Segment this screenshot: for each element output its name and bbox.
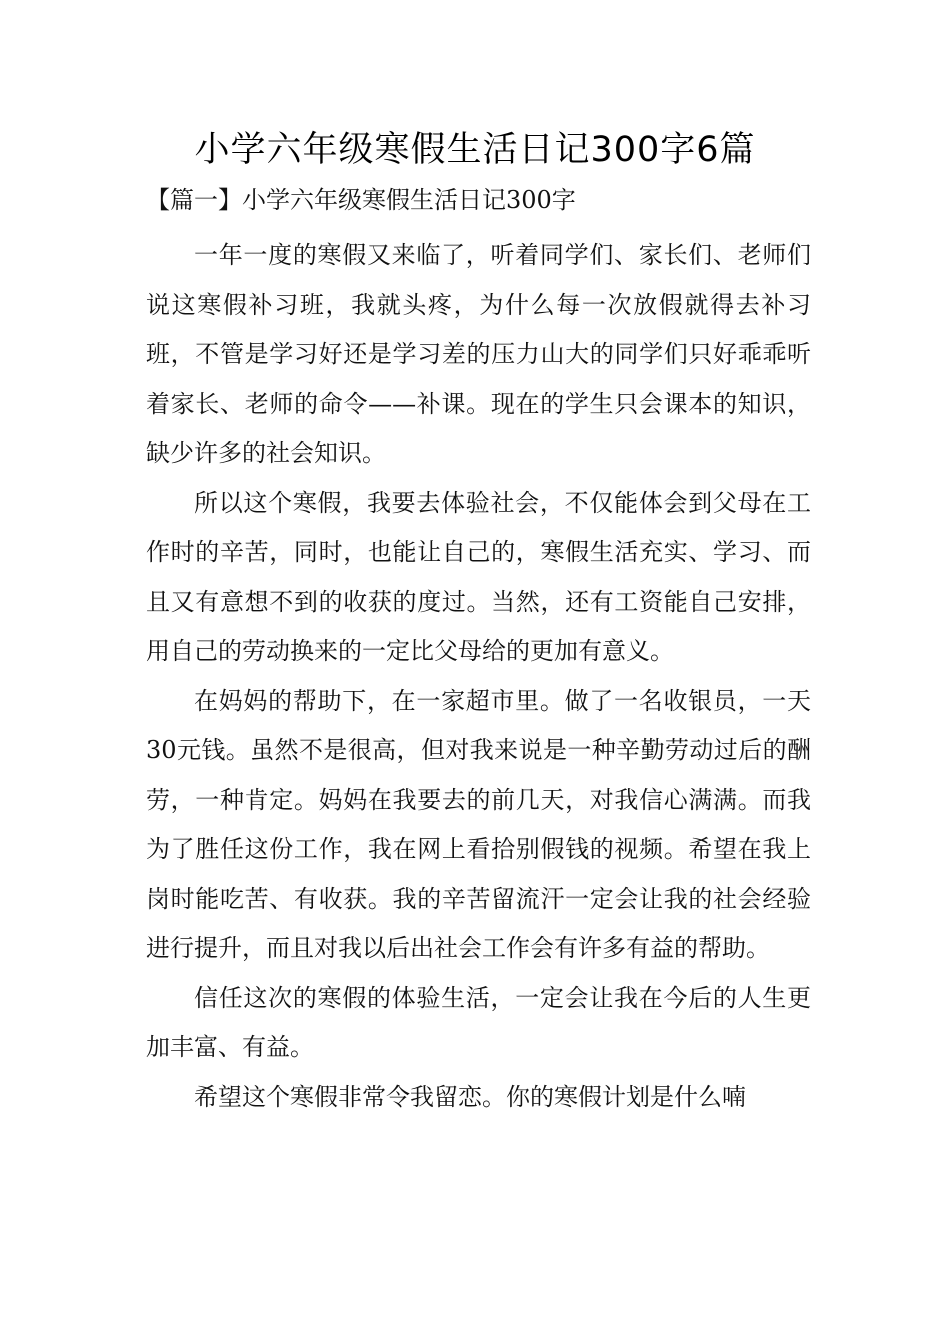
paragraph: 在妈妈的帮助下，在一家超市里。做了一名收银员，一天30元钱。虽然不是很高，但对我来说是一种辛勤劳动过后的酬劳，一种肯定。妈妈在我要去的前几天，对我信心满满。而我为了胜任这份工作，我在网上看拾别假钱的视频。希望在我上岗时能吃苦、有收获。我的辛苦留流汗一定会让我的社会经验进行提升，而且对我以后出社会工作会有许多有益的帮助。 [146, 686, 811, 962]
section-heading: 【篇一】小学六年级寒假生活日记300字 [146, 186, 576, 214]
paragraph: 所以这个寒假，我要去体验社会，不仅能体会到父母在工作时的辛苦，同时，也能让自己的，寒假生活充实、学习、而且又有意想不到的收获的度过。当然，还有工资能自己安排，用自己的劳动换来的一定比父母给的更加有意义。 [146, 488, 811, 665]
paragraph: 一年一度的寒假又来临了，听着同学们、家长们、老师们说这寒假补习班，我就头疼，为什么每一次放假就得去补习班，不管是学习好还是学习差的压力山大的同学们只好乖乖听着家长、老师的命令——补课。现在的学生只会课本的知识，缺少许多的社会知识。 [146, 241, 811, 467]
paragraph: 信任这次的寒假的体验生活，一定会让我在今后的人生更加丰富、有益。 [146, 983, 811, 1061]
paragraph: 希望这个寒假非常令我留恋。你的寒假计划是什么喃 [194, 1082, 746, 1111]
document-title: 小学六年级寒假生活日记300字6篇 [194, 130, 756, 170]
document-body [146, 231, 811, 1122]
